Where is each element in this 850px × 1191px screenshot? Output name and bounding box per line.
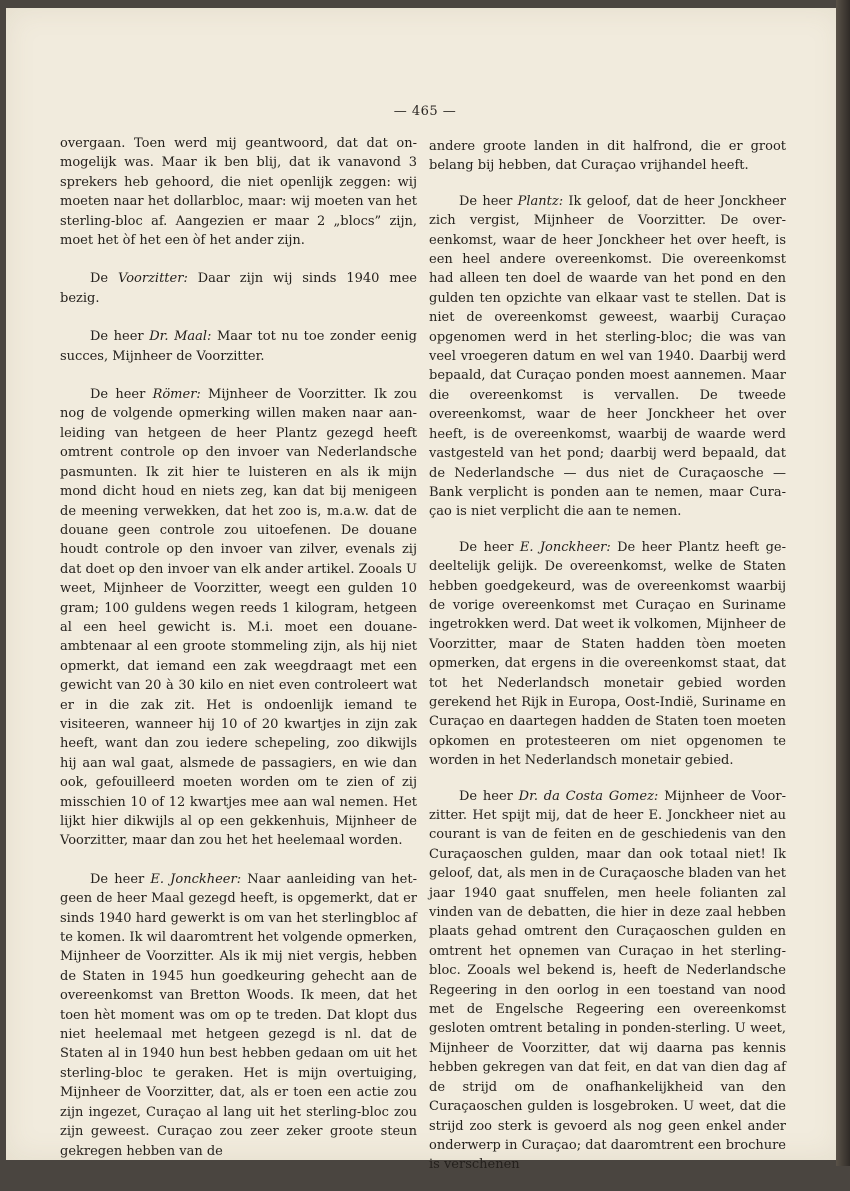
paragraph-lead: De heer xyxy=(459,193,518,209)
paragraph xyxy=(429,787,786,1175)
paragraph-text: Maar tot nu toe zonder eenig succes, Mijnheer de Voorzitter. xyxy=(60,329,418,364)
speaker-name: E. Jonckheer: xyxy=(150,871,242,887)
paragraph-text: De heer Plantz heeft gedeeltelijk gelijk. De overeenkomst, welke de Staten hebben goedgekeurd, was de overeenkomst waarbij de vorige overeenkomst met Curaçao en Suriname ingetrokken werd. Dat weet ik volkomen, Mijnheer de Voorzitter, maar de Staten hadden tòen moeten opmerken, dat ergens in die overeenkomst staat, dat tot het Nederlandsch monetair gebied worden gerekend het Rijk in Europa, Oost-Indië, Suriname en Curaçao en daartegen hadden de Staten toen moeten opkomen en protesteeren om niet opgenomen te worden in het Nederlandsch monetair gebied. xyxy=(429,539,786,769)
paragraph-lead: De xyxy=(90,271,119,287)
speaker-name: Dr. da Costa Gomez: xyxy=(518,788,659,804)
paragraph xyxy=(60,269,417,308)
paragraph-text: overgaan. Toen werd mij geantwoord, dat dat onmogelijk was. Maar ik ben blij, dat ik vanavond 3 sprekers heb gehoord, die niet openlijk zeggen: wij moeten naar het dollarbloc, maar: wij moeten van het sterling-bloc af. Aangezien er maar 2 „blocs” zijn, moet het òf het een òf het ander zijn. xyxy=(60,136,417,249)
page-edge-shadow xyxy=(836,0,850,1166)
paragraph-text: Daar zijn wij sinds 1940 mee bezig. xyxy=(60,271,418,306)
paragraph-text: Mijnheer de Voorzitter. Ik zou nog de volgende opmerking willen maken naar aanleiding van hetgeen de heer Plantz gezegd heeft omtrent controle op den invoer van Nederlandsche pasmunten. Ik zit hier te luisteren en als ik mijn mond dicht houd en niets zeg, kan dat bij menigeen de meening verwekken, dat het zoo is, m.a.w. dat de douane geen controle zou uitoefenen. De douane houdt controle op den invoer van zilver, evenals zij dat doet op den invoer van elk ander artikel. Zooals U weet, Mijnheer de Voorzitter, weegt een gulden 10 gram; 100 guldens wegen reeds 1 kilogram, hetgeen al een heel gewicht is. M.i. moet een douaneambtenaar al een groote stommeling zijn, als hij niet opmerkt, dat iemand een zak weegdraagt met een gewicht van 20 à 30 kilo en niet even controleert wat er in die zak zit. Het is ondoenlijk iemand te visiteeren, wanneer hij 10 of 20 kwartjes in zijn zak heeft, want dan zou iedere schepeling, zoo dikwijls hij aan wal gaat, alsmede de passagiers, en wie dan ook, gefouilleerd moeten worden om te zien of zij misschien 10 of 12 kwartjes mee aan wal nemen. Het lijkt hier dikwijls al op een gekkenhuis, Mijnheer de Voorzitter, maar dan zou het het heelemaal worden. xyxy=(60,387,418,849)
paragraph-lead: De heer xyxy=(90,329,150,345)
speaker-name: Dr. Maal: xyxy=(149,329,212,345)
right-column xyxy=(429,134,786,1191)
paragraph xyxy=(60,134,417,250)
speaker-name: Römer: xyxy=(152,387,201,403)
paragraph-text: Naar aanleiding van hetgeen de heer Maal gezegd heeft, is opgemerkt, dat er sinds 1940 hard gewerkt is om van het sterlingbloc af te komen. Ik wil daaromtrent het volgende opmerken, Mijnheer de Voorzitter. Als ik mij niet vergis, hebben de Staten in 1945 hun goedkeuring gehecht aan de overeenkomst van Bretton Woods. Ik meen, dat het toen hèt moment was om op te treden. Dat klopt dus niet heelemaal met hetgeen gezegd is nl. dat de Staten al in 1940 hun best hebben gedaan om uit het sterling-bloc te geraken. Het is mijn overtuiging, Mijnheer de Voorzitter, dat, als er toen een actie zou zijn ingezet, Curaçao al lang uit het sterling-bloc zou zijn geweest. Curaçao zou zeer zeker groote steun gekregen hebben van de xyxy=(60,871,417,1159)
paragraph xyxy=(429,538,786,771)
page-number: — 465 — xyxy=(393,104,457,119)
paragraph xyxy=(60,327,417,366)
paragraph-lead: De heer xyxy=(459,788,519,804)
paragraph-text: Mijnheer de Voorzitter. Het spijt mij, dat de heer E. Jonckheer niet au courant is van de feiten en de geschiedenis van den Curaçaoschen gulden, maar dan ook totaal niet! Ik geloof, dat, als men in de Curaçaosche bladen van het jaar 1940 gaat snuffelen, men heele folianten zal vinden van de debatten, die hier in deze zaal hebben plaats gehad omtrent den Curaçaoschen gulden en omtrent het opnemen van Curaçao in het sterling-bloc. Zooals wel bekend is, heeft de Nederlandsche Regeering in den oorlog in een toestand van nood met de Engelsche Regeering een overeenkomst gesloten omtrent betaling in ponden-sterling. U weet, Mijnheer de Voorzitter, dat wij daarna pas kennis hebben gekregen van dat feit, en dat van dien dag af de strijd om de onafhankelijkheid van den Curaçaoschen gulden is losgebroken. U weet, dat die strijd zoo sterk is gevoerd als nog geen enkel ander onderwerp in Curaçao; dat daaromtrent een brochure is verschenen xyxy=(429,788,786,1173)
paragraph xyxy=(60,870,417,1161)
speaker-name: Voorzitter: xyxy=(118,271,188,287)
paragraph-text: Ik geloof, dat de heer Jonckheer zich vergist, Mijnheer de Voorzitter. De overeenkomst, waar de heer Jonckheer het over heeft, is een heel andere overeenkomst. Die overeenkomst had alleen ten doel de waarde van het pond en den gulden ten opzichte van elkaar vast te stellen. Dat is niet de overeenkomst geweest, waarbij Curaçao opgenomen werd in het sterling-bloc; die was van veel vroegeren datum en wel van 1940. Daarbij werd bepaald, dat Curaçao ponden moest aannemen. Maar die overeenkomst is vervallen. De tweede overeenkomst, waar de heer Jonckheer het over heeft, is de overeenkomst, waarbij de waarde werd vastgesteld van het pond; daarbij werd bepaald, dat de Nederlandsche — dus niet de Curaçaosche — Bank verplicht is ponden aan te nemen, maar Curaçao is niet verplicht die aan te nemen. xyxy=(429,193,786,520)
paragraph-lead: De heer xyxy=(90,871,151,887)
left-column xyxy=(60,134,417,1180)
paragraph-lead: De heer xyxy=(459,539,520,555)
paragraph-lead: De heer xyxy=(90,387,153,403)
speaker-name: E. Jonckheer: xyxy=(519,539,611,555)
paragraph-text: andere groote landen in dit halfrond, die er groot belang bij hebben, dat Curaçao vrijhandel heeft. xyxy=(429,139,786,174)
paragraph xyxy=(429,137,786,176)
paragraph xyxy=(60,385,417,851)
paragraph xyxy=(429,192,786,522)
speaker-name: Plantz: xyxy=(517,193,564,209)
